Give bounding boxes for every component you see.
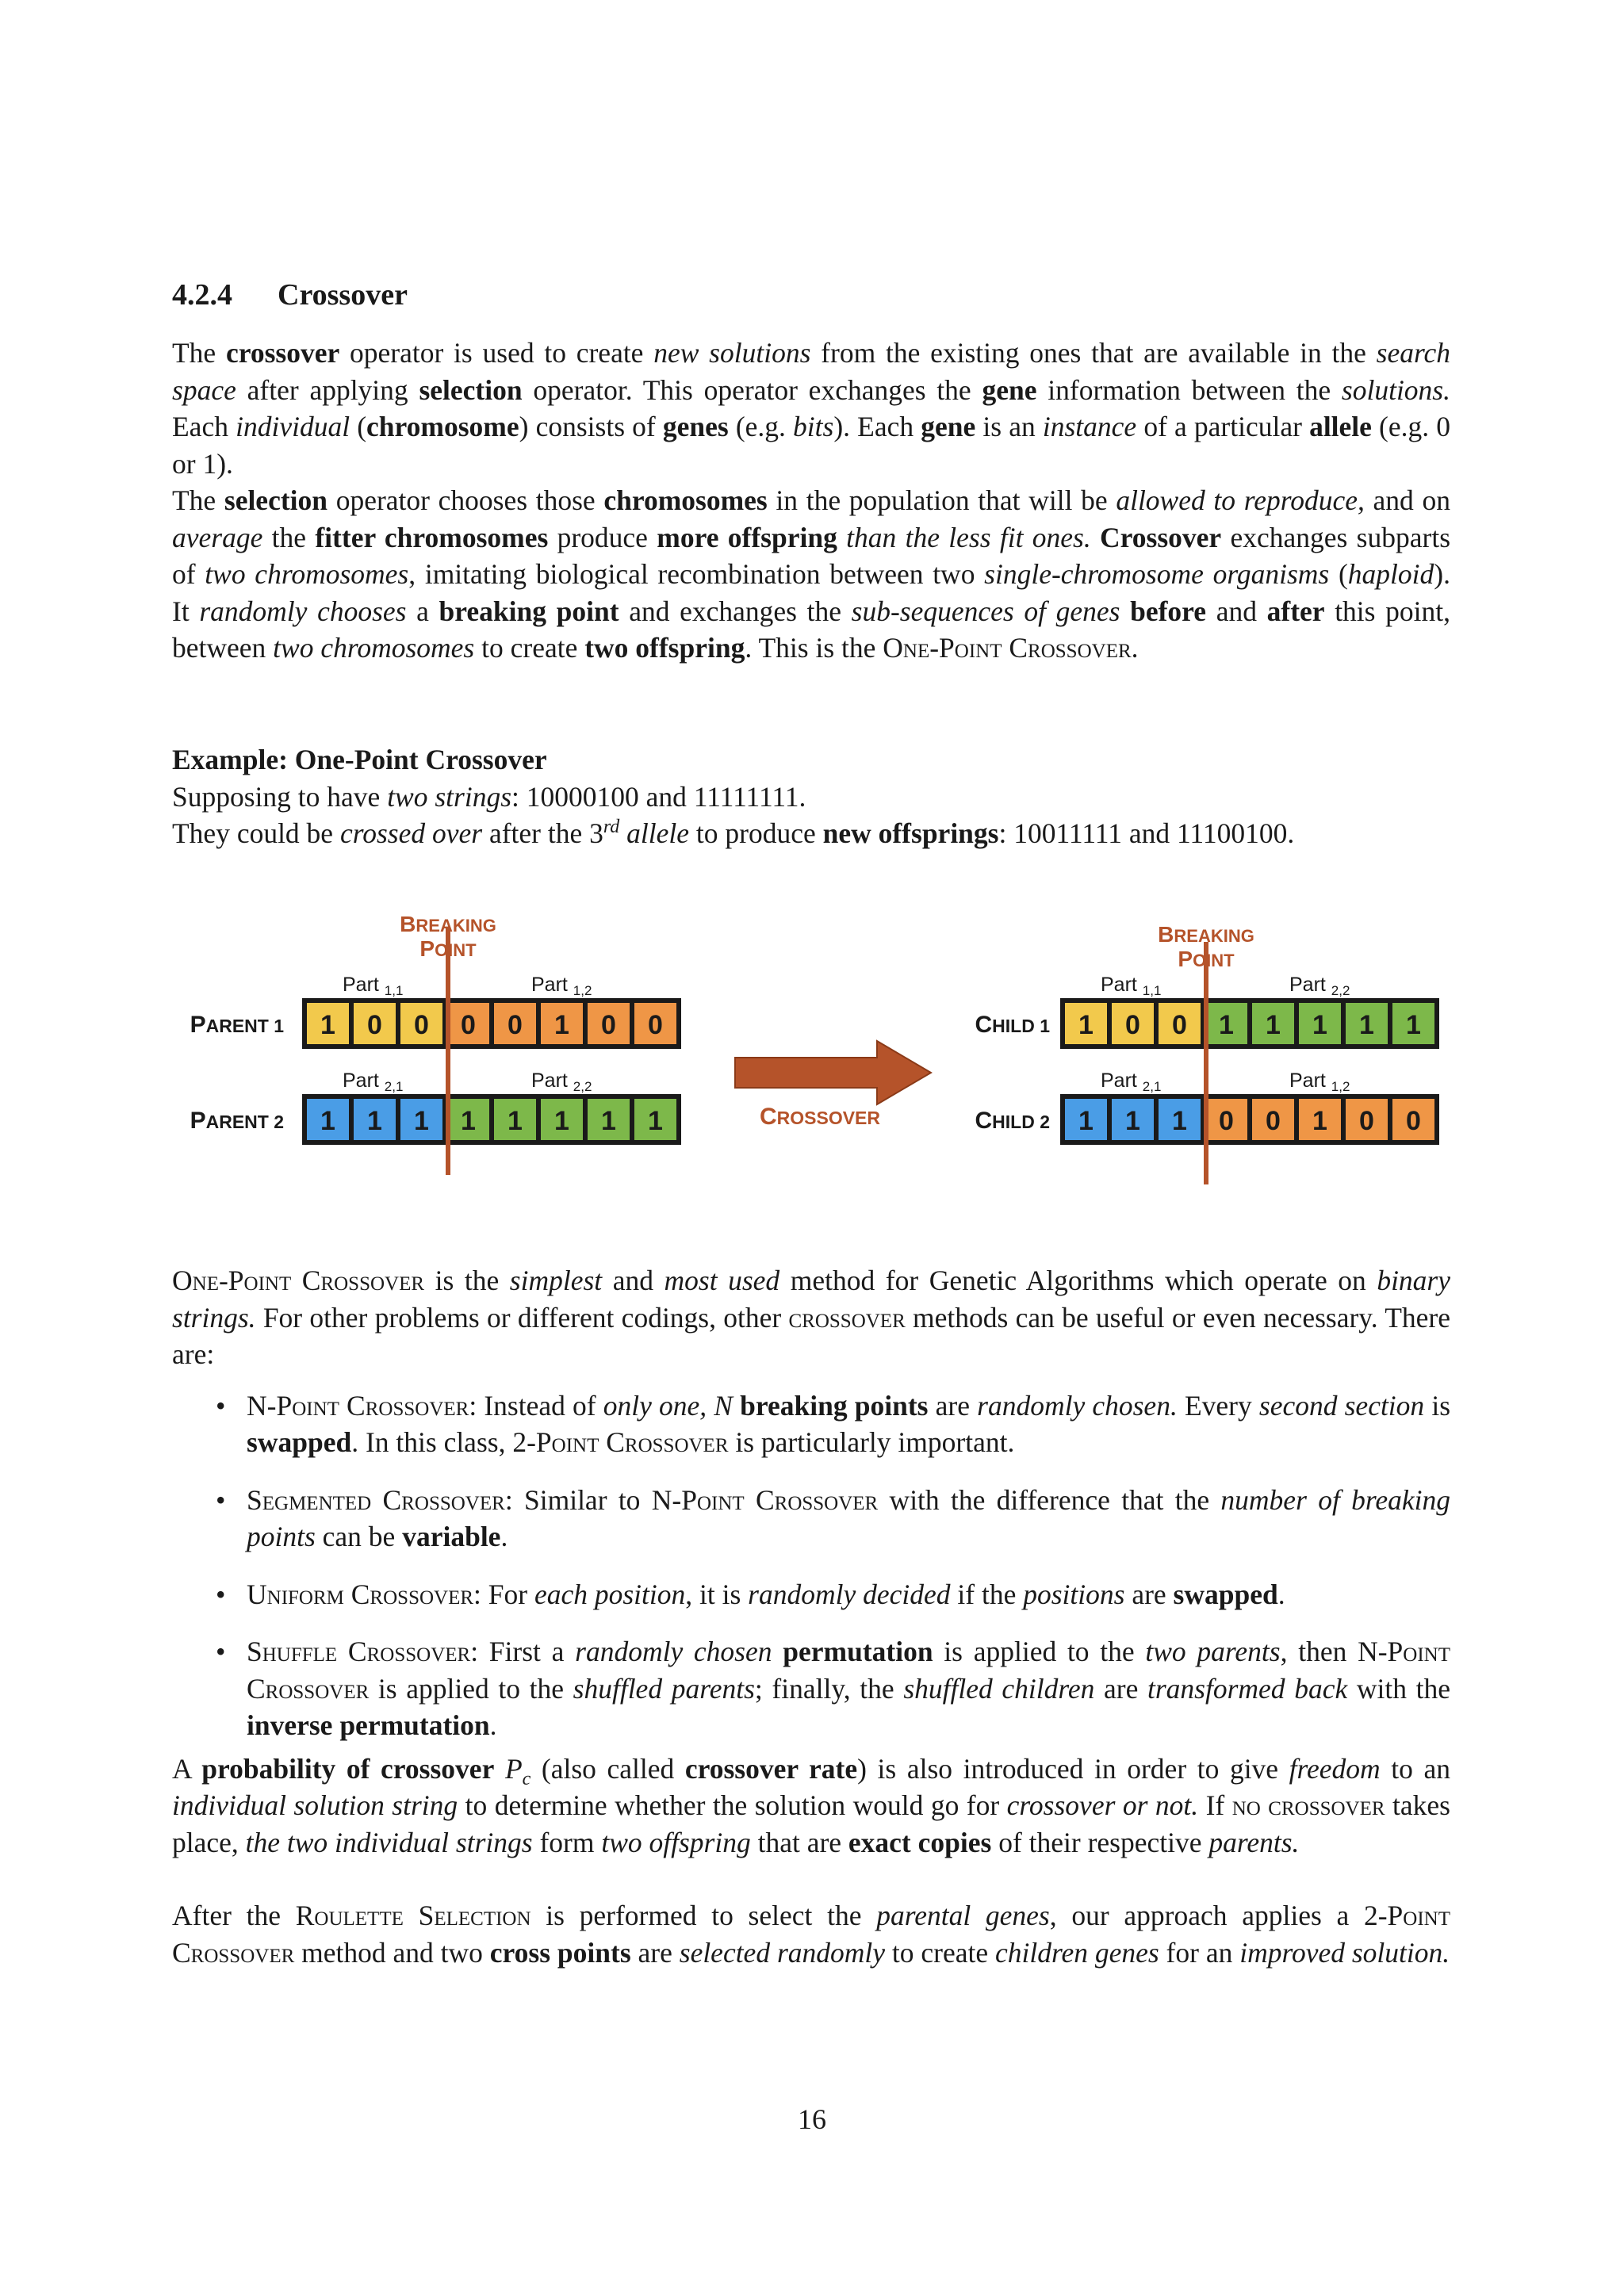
parent-1-gene-bit: 1	[554, 1010, 569, 1040]
parent-2-label-rest: ARENT 2	[205, 1112, 284, 1132]
child-2-gene-bit: 0	[1359, 1106, 1374, 1136]
child-1-label-initial: C	[975, 1012, 993, 1038]
child-2-gene-bit: 1	[1312, 1106, 1327, 1136]
parent-2-gene-bit: 1	[601, 1106, 616, 1136]
parent-1-label-initial: P	[190, 1012, 206, 1038]
list-item-uniform: • Uniform Crossover: For each position, it is randomly decided if the positions are swapped.	[172, 1576, 1450, 1613]
page-number: 16	[798, 2103, 826, 2135]
intro-sentence-2: The selection operator chooses those chromosomes in the population that will be allowed to reproduce, and on average the fitter chromosomes produce more offspring than the less fit ones. Crossover exchanges subparts of two chromosomes, imitating biological recombination between two single-chromosome organisms (haploid). It randomly chooses a breaking point and exchanges the sub-sequences of genes before and after this point, between two chromosomes to create two offspring. This is the One-Point Crossover.	[172, 484, 1451, 664]
child-1-part-left-label-text: Part	[1101, 974, 1143, 996]
parent-2-gene-bit: 1	[508, 1106, 523, 1136]
breaking-point-label-line2-initial: P	[419, 936, 435, 961]
child-1-gene-bit: 1	[1078, 1010, 1094, 1040]
parent-2-gene-bit: 1	[320, 1106, 335, 1136]
parent-1-gene-bit: 0	[508, 1010, 523, 1040]
crossover-arrow-group	[735, 1041, 931, 1130]
final-paragraph: After the Roulette Selection is performed to select the parental genes, our approach applies a 2-Point Crossover method and two cross points are selected randomly to create children genes for an improved solution.	[172, 1900, 1451, 1969]
parents-diagram	[190, 912, 681, 1175]
child-2-part-right-label	[1289, 1070, 1350, 1094]
list-item-shuffle: • Shuffle Crossover: First a randomly chosen permutation is applied to the two parents, then N-Point Crossover is applied to the shuffled parents; finally, the shuffled children are transformed back with the inverse permutation.	[172, 1633, 1450, 1744]
parent-1-label-rest: ARENT 1	[205, 1016, 284, 1036]
parent-2-gene-bit: 1	[367, 1106, 382, 1136]
parent-1-gene-bit: 0	[461, 1010, 476, 1040]
breaking-point-label-line2-initial: P	[1178, 947, 1193, 971]
child-1-part-right-label	[1289, 974, 1350, 998]
breaking-point-label-line1-initial: B	[400, 912, 416, 936]
child-1-gene-bit: 1	[1359, 1010, 1374, 1040]
bullet-icon: •	[216, 1389, 226, 1422]
parent-2-label-initial: P	[190, 1108, 206, 1134]
bullet-icon: •	[216, 1636, 226, 1667]
methods-section	[172, 1262, 1450, 1971]
parent-1-gene-bit: 0	[367, 1010, 382, 1040]
child-1-part-right-label-text: Part	[1289, 974, 1331, 996]
example-line-2: They could be crossed over after the 3rd allele to produce new offsprings: 10011111 and 11100100.	[172, 817, 1295, 849]
breaking-point-label-line1-initial: B	[1158, 922, 1174, 947]
child-1-gene-bit: 1	[1266, 1010, 1281, 1040]
parent-2-part-right-label	[531, 1070, 592, 1094]
child-2-part-left-label-text: Part	[1101, 1070, 1143, 1092]
child-2-gene-bit: 0	[1219, 1106, 1234, 1136]
parent-1-gene-bit: 0	[414, 1010, 429, 1040]
parent-2-part-left-label-subscript: 2,1	[384, 1079, 404, 1094]
crossover-arrow-label-initial: C	[759, 1104, 777, 1130]
child-2-part-right-label-subscript: 1,2	[1331, 1079, 1350, 1094]
breaking-point-label-line1-rest: REAKING	[416, 916, 496, 936]
breaking-point-label-line2-rest: OINT	[435, 940, 477, 960]
example-heading: Example: One-Point Crossover	[172, 744, 547, 775]
children-diagram	[975, 922, 1439, 1184]
child-1-gene-bit: 1	[1406, 1010, 1421, 1040]
child-2-part-left-label	[1101, 1070, 1161, 1094]
parent-2-gene-bit: 1	[648, 1106, 663, 1136]
child-1-gene-bit: 0	[1125, 1010, 1140, 1040]
probability-paragraph: A probability of crossover $P_c$ (also called crossover rate) is also introduced in order to give freedom to an individual solution string to determine whether the solution would go for crossover or not. If no crossover takes place, the two individual strings form two offspring that are exact copies of their respective parents.	[172, 1752, 1451, 1858]
child-2-label-initial: C	[975, 1108, 993, 1134]
parent-2-part-left-label	[343, 1070, 403, 1094]
parent-1-label	[190, 1012, 285, 1038]
parent-1-part-left-label-text: Part	[343, 974, 385, 996]
child-2-label-rest: HILD 2	[992, 1112, 1050, 1132]
parent-1-gene-bit: 0	[648, 1010, 663, 1040]
child-2-part-left-label-subscript: 2,1	[1142, 1079, 1162, 1094]
parent-1-part-right-label	[531, 974, 592, 998]
child-2-gene-bit: 1	[1172, 1106, 1187, 1136]
breaking-point-label-line1-rest: REAKING	[1174, 926, 1254, 946]
crossover-arrow-label-rest: ROSSOVER	[776, 1108, 881, 1128]
child-2-label	[975, 1108, 1050, 1134]
crossover-methods-list	[172, 1387, 1450, 1744]
parent-1-part-right-label-subscript: 1,2	[573, 983, 592, 998]
child-1-gene-bit: 0	[1172, 1010, 1187, 1040]
breaking-point-label-line2-rest: OINT	[1193, 951, 1235, 970]
child-2-part-right-label-text: Part	[1289, 1070, 1331, 1092]
list-item-n-point: • N-Point Crossover: Instead of only one, N breaking points are randomly chosen. Every second section is swapped. In this class, 2-Point Crossover is particularly important.	[172, 1387, 1450, 1461]
child-2-gene-bit: 1	[1078, 1106, 1094, 1136]
parent-2-part-left-label-text: Part	[343, 1070, 385, 1092]
intro-sentence-1: The crossover operator is used to create new solutions from the existing ones that are available in the search space after applying selection operator. This operator exchanges the gene information between the solutions. Each individual (chromosome) consists of genes (e.g. bits). Each gene is an instance of a particular allele (e.g. 0 or 1).	[172, 337, 1451, 480]
crossover-arrow-icon	[735, 1041, 931, 1104]
parent-1-part-left-label-subscript: 1,1	[384, 983, 404, 998]
child-1-label	[975, 1012, 1050, 1038]
child-1-gene-bit: 1	[1312, 1010, 1327, 1040]
parent-2-part-right-label-subscript: 2,2	[573, 1079, 592, 1094]
parent-2-part-right-label-text: Part	[531, 1070, 573, 1092]
child-1-gene-bit: 1	[1219, 1010, 1234, 1040]
list-item-segmented: • Segmented Crossover: Similar to N-Point Crossover with the difference that the number of breaking points can be variable.	[172, 1482, 1450, 1556]
child-2-gene-bit: 1	[1125, 1106, 1140, 1136]
child-2-gene-bit: 0	[1406, 1106, 1421, 1136]
parent-2-gene-bit: 1	[414, 1106, 429, 1136]
child-1-part-left-label	[1101, 974, 1161, 998]
parent-1-part-left-label	[343, 974, 403, 998]
child-1-label-rest: HILD 1	[992, 1016, 1050, 1036]
parent-2-label	[190, 1108, 284, 1134]
section-title: Crossover	[278, 278, 408, 312]
bullet-icon: •	[216, 1578, 226, 1610]
section-number: 4.2.4	[172, 278, 232, 312]
child-1-part-left-label-subscript: 1,1	[1142, 983, 1162, 998]
parent-2-gene-bit: 1	[554, 1106, 569, 1136]
bullet-icon: •	[216, 1483, 226, 1516]
child-2-gene-bit: 0	[1266, 1106, 1281, 1136]
methods-intro: One-Point Crossover is the simplest and most used method for Genetic Algorithms which operate on binary strings. For other problems or different codings, other crossover methods can be useful or even necessary. There are:	[172, 1265, 1450, 1370]
parent-2-gene-bit: 1	[461, 1106, 476, 1136]
child-1-part-right-label-subscript: 2,2	[1331, 983, 1350, 998]
parent-1-gene-bit: 0	[601, 1010, 616, 1040]
parent-1-part-right-label-text: Part	[531, 974, 573, 996]
crossover-arrow-label	[760, 1104, 880, 1130]
parent-1-gene-bit: 1	[320, 1010, 335, 1040]
example-line-1: Supposing to have two strings: 10000100 and 11111111.	[172, 780, 806, 813]
